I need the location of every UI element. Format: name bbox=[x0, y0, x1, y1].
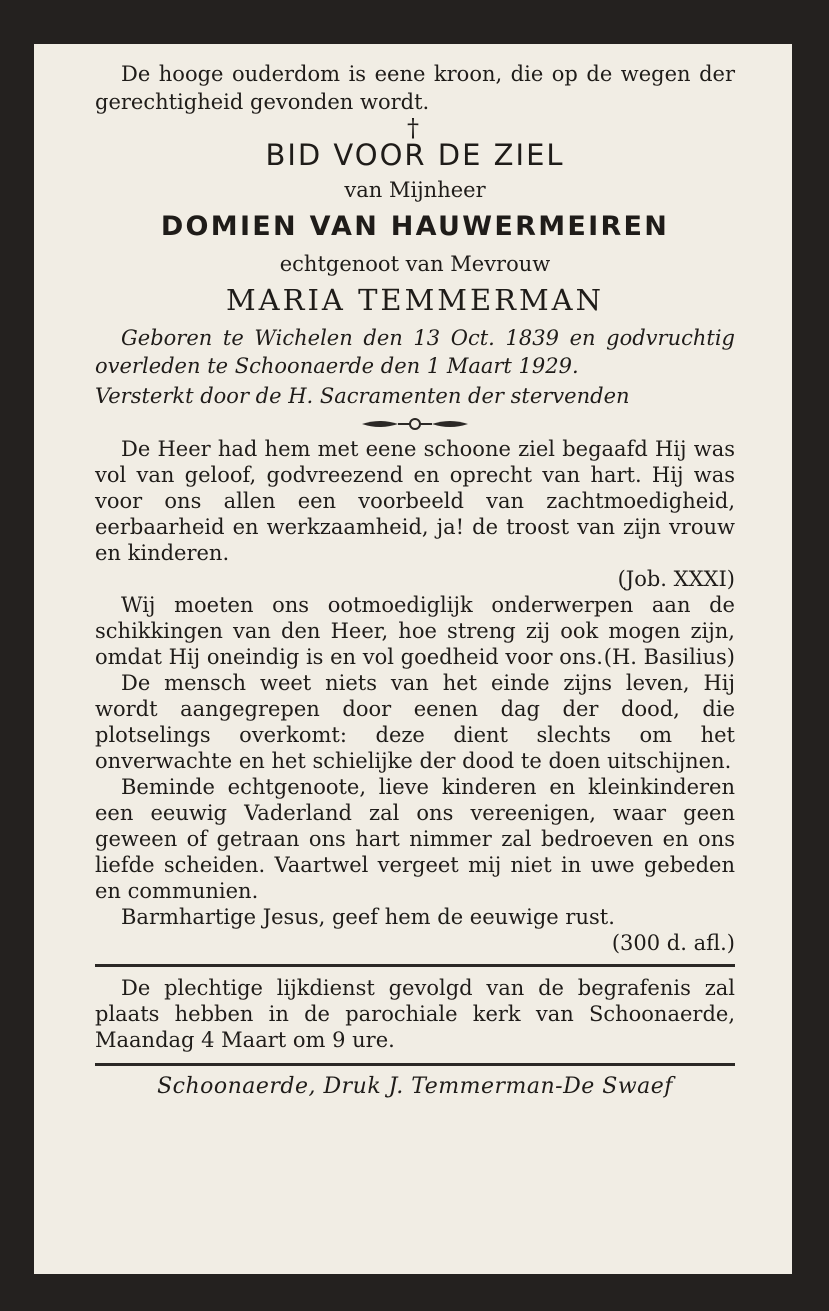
motto-text: De hooge ouderdom is eene kroon, die op de wegen der gerechtigheid gevonden wordt. bbox=[95, 62, 735, 114]
heading: BID VOOR DE ZIEL bbox=[265, 138, 565, 172]
sacraments-text: Versterkt door de H. Sacramenten der stervenden bbox=[95, 384, 630, 408]
deceased-name: DOMIEN VAN HAUWERMEIREN bbox=[160, 211, 670, 242]
paragraph-2: Wij moeten ons ootmoediglijk onderwerpen aan de schikkingen van den Heer, hoe streng zij ook mogen zijn, omdat Hij oneindig is en vol goedheid voor ons. bbox=[95, 593, 735, 669]
source-1: (Job. XXXI) bbox=[617, 567, 735, 591]
divider-top bbox=[95, 964, 735, 967]
paragraph-1: De Heer had hem met eene schoone ziel begaafd Hij was vol van geloof, godvreezend en oprecht van hart. Hij was voor ons allen een voorbeeld van zachtmoedigheid, eerbaarheid en werkzaamheid, ja! de troost van zijn vrouw en kinderen. bbox=[95, 437, 735, 565]
cross-icon: † bbox=[407, 114, 419, 142]
card-content bbox=[95, 60, 735, 1102]
paragraph-4: Beminde echtgenoote, lieve kinderen en kleinkinderen een eeuwig Vaderland zal ons vereenigen, waar geen geween of getraan ons hart nimmer zal bedroeven en ons liefde scheiden. Vaartwel vergeet mij niet in uwe gebeden en communien. bbox=[95, 775, 735, 903]
spouse-name: MARIA TEMMERMAN bbox=[225, 283, 604, 317]
mijnheer-line: van Mijnheer bbox=[344, 178, 486, 202]
ornament-divider-icon bbox=[360, 416, 470, 432]
indulgence-text: (300 d. afl.) bbox=[611, 931, 735, 955]
source-2: (H. Basilius) bbox=[603, 645, 735, 669]
printer-line: Schoonaerde, Druk J. Temmerman-De Swaef bbox=[157, 1074, 673, 1099]
spouse-line: echtgenoot van Mevrouw bbox=[279, 252, 551, 276]
paragraph-3: De mensch weet niets van het einde zijns leven, Hij wordt aangegrepen door eenen dag der dood, die plotselings overkomt: deze dient slechts om het onverwachte en het schielijke der dood te doen uitschijnen. bbox=[95, 671, 735, 773]
prayer-text: Barmhartige Jesus, geef hem de eeuwige rust. bbox=[121, 905, 615, 929]
divider-bottom bbox=[95, 1063, 735, 1066]
funeral-text: De plechtige lijkdienst gevolgd van de begrafenis zal plaats hebben in de parochiale kerk van Schoonaerde, Maandag 4 Maart om 9 ure. bbox=[95, 976, 735, 1052]
birth-death-text: Geboren te Wichelen den 13 Oct. 1839 en godvruchtig overleden te Schoonaerde den 1 Maart 1929. bbox=[95, 326, 735, 378]
